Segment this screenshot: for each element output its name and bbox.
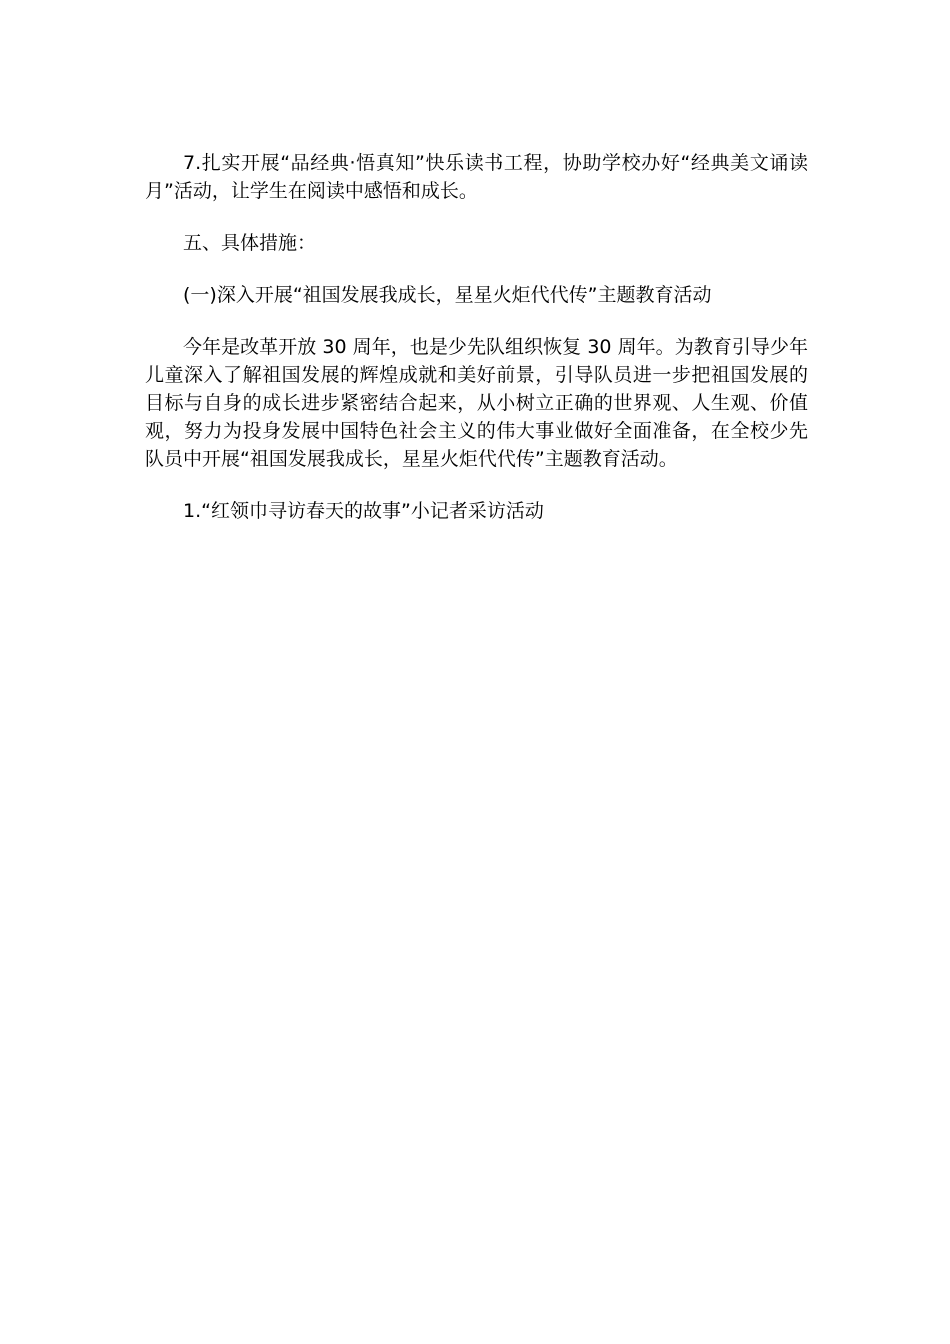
subsection-heading-theme-activity: (一)深入开展“祖国发展我成长，星星火炬代代传”主题教育活动	[183, 284, 712, 306]
paragraph-reading-project: 7.扎实开展“品经典·悟真知”快乐读书工程，协助学校办好“经典美文诵读月”活动，让学生在阅读中感悟和成长。	[145, 152, 808, 202]
section-heading-measures: 五、具体措施：	[183, 232, 317, 254]
document-body	[145, 149, 808, 525]
paragraph-activity-description: 今年是改革开放 30 周年，也是少先队组织恢复 30 周年。为教育引导少年儿童深入了解祖国发展的辉煌成就和美好前景，引导队员进一步把祖国发展的目标与自身的成长进步紧密结合起来，从小树立正确的世界观、人生观、价值观，努力为投身发展中国特色社会主义的伟大事业做好全面准备，在全校少先队员中开展“祖国发展我成长，星星火炬代代传”主题教育活动。	[145, 336, 808, 470]
item-heading-reporter-interview: 1.“红领巾寻访春天的故事”小记者采访活动	[183, 500, 544, 522]
